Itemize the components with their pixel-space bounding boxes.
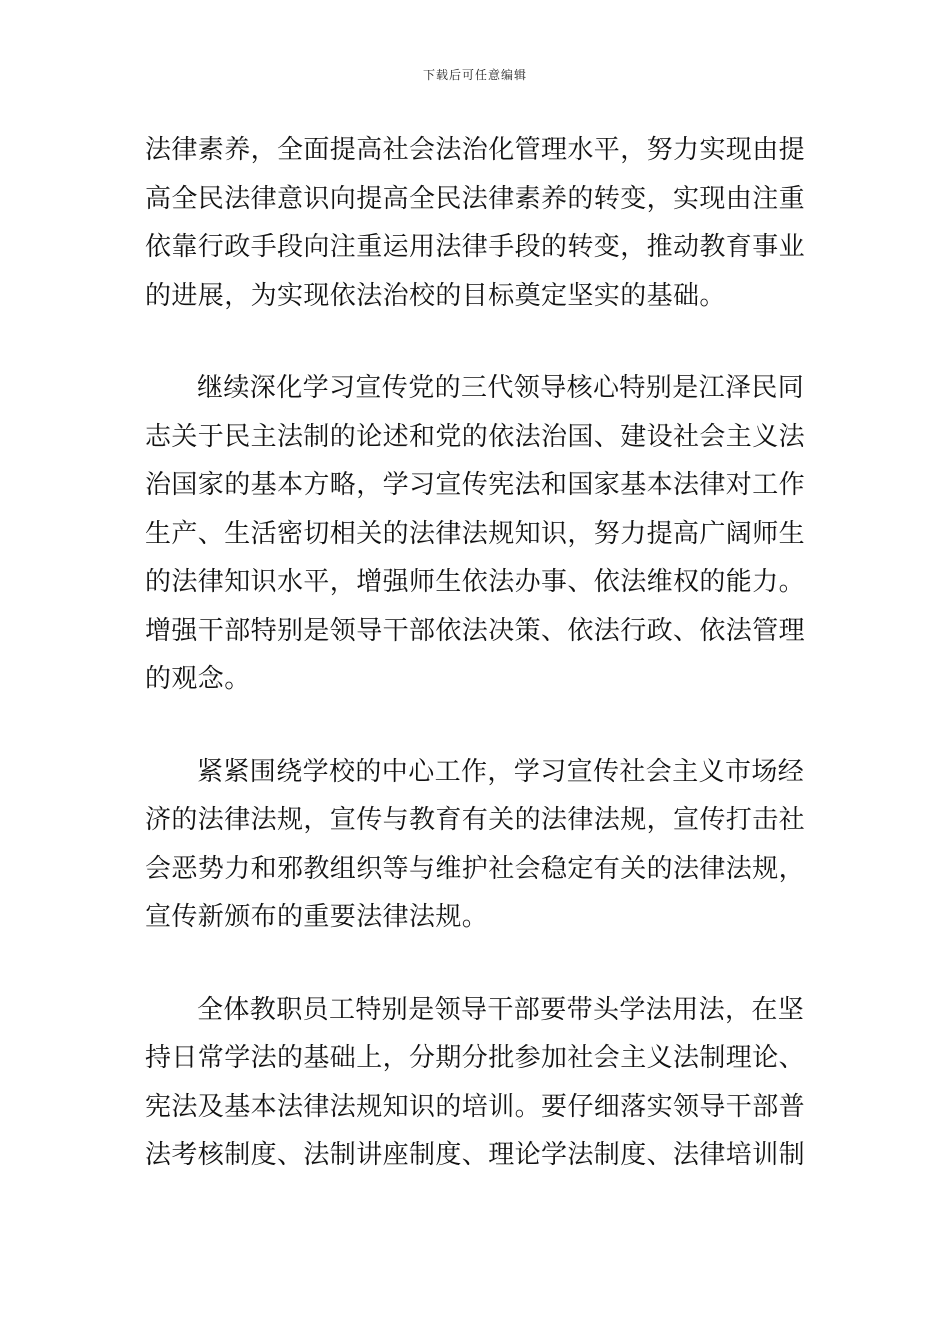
text-line: 高全民法律意识向提高全民法律素养的转变，实现由注重 [145,183,806,214]
text-line: 持日常学法的基础上，分期分批参加社会主义法制理论、 [145,1043,806,1073]
text-line: 法律素养，全面提高社会法治化管理水平，努力实现由提 [145,135,806,165]
text-line: 治国家的基本方略，学习宣传宪法和国家基本法律对工作 [145,470,806,500]
text-line: 宣传新颁布的重要法律法规。 [145,902,489,932]
text-line: 生产、生活密切相关的法律法规知识，努力提高广阔师生 [145,518,806,549]
text-line: 增强干部特别是领导干部依法决策、依法行政、依法管理 [145,615,806,646]
text-line: 济的法律法规，宣传与教育有关的法律法规，宣传打击社 [145,805,806,835]
header-note: 下载后可任意编辑 [422,68,527,82]
text-line: 的观念。 [145,664,251,694]
text-line: 的法律知识水平，增强师生依法办事、依法维权的能力。 [145,567,806,597]
text-line: 会恶势力和邪教组织等与维护社会稳定有关的法律法规， [145,853,806,884]
text-line: 志关于民主法制的论述和党的依法治国、建设社会主义法 [145,421,806,452]
paragraph-3 [145,748,810,942]
text-line: 继续深化学习宣传党的三代领导核心特别是江泽民同 [197,373,805,403]
text-line: 全体教职员工特别是领导干部要带头学法用法，在坚 [197,994,805,1025]
text-line: 依靠行政手段向注重运用法律手段的转变，推动教育事业 [145,232,806,262]
text-line: 法考核制度、法制讲座制度、理论学法制度、法律培训制 [145,1140,806,1170]
text-line: 的进展，为实现依法治校的目标奠定坚实的基础。 [145,280,726,311]
body-text [145,126,810,1224]
paragraph-2 [145,364,810,704]
text-line: 宪法及基本法律法规知识的培训。要仔细落实领导干部普 [145,1091,806,1122]
text-line: 紧紧围绕学校的中心工作，学习宣传社会主义市场经 [197,756,805,787]
paragraph-1 [145,126,810,320]
paragraph-4 [145,986,810,1180]
